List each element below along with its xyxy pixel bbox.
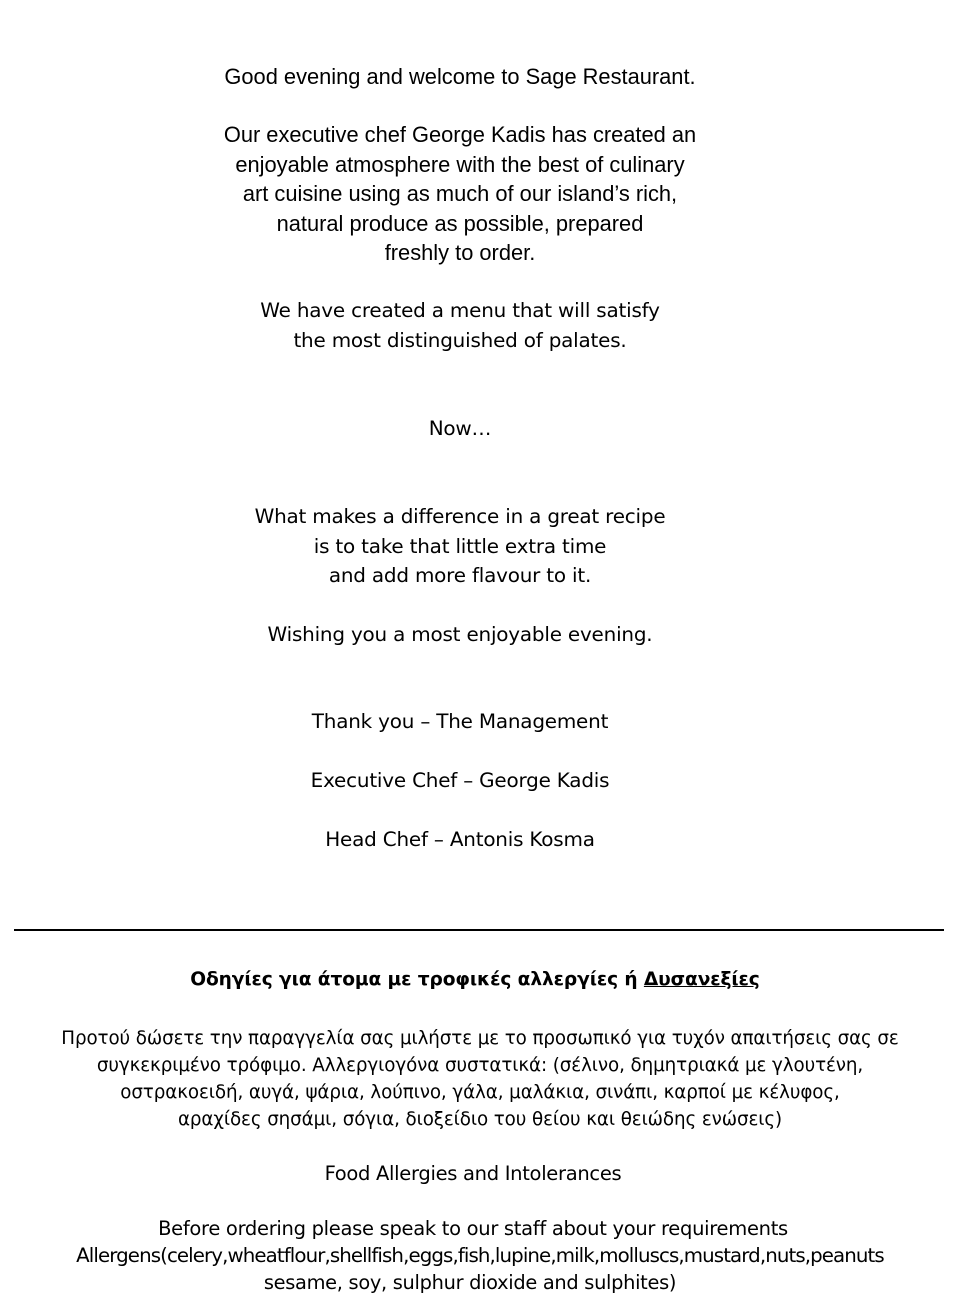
difference-line: What makes a difference in a great recipe bbox=[254, 504, 666, 528]
greek-allergy-heading-text: Οδηγίες για άτομα με τροφικές αλλεργίες ή Δυσανεξίες bbox=[190, 969, 760, 990]
difference-line: and add more flavour to it. bbox=[328, 563, 592, 587]
english-allergy-line: Allergens(celery,wheatflour,shellfish,eggs,fish,lupine,milk,molluscs,mustard,nuts,peanuts bbox=[76, 1244, 884, 1267]
greek-allergy-line: συγκεκριμένο τρόφιμο. Αλλεργιογόνα συστατικά: (σέλινο, δημητριακά με γλουτένη, bbox=[96, 1055, 864, 1076]
english-allergy-line: sesame, soy, sulphur dioxide and sulphites) bbox=[263, 1271, 677, 1294]
difference-line: is to take that little extra time bbox=[313, 533, 607, 558]
greek-allergy-heading-underlined-word: Δυσανεξίες bbox=[643, 969, 760, 990]
greek-allergy-heading bbox=[0, 969, 960, 990]
intro-line: freshly to order. bbox=[384, 240, 536, 265]
head-chef-line: Head Chef – Antonis Kosma bbox=[325, 827, 595, 851]
intro-line: art cuisine using as much of our island’s rich, bbox=[242, 181, 678, 206]
intro-line: natural produce as possible, prepared bbox=[276, 210, 644, 236]
thanks-line: Thank you – The Management bbox=[311, 709, 609, 733]
menu-line: We have created a menu that will satisfy bbox=[260, 298, 660, 322]
executive-chef-line: Executive Chef – George Kadis bbox=[310, 768, 610, 792]
english-allergy-heading: Food Allergies and Intolerances bbox=[324, 1162, 622, 1185]
greek-allergy-line: οστρακοειδή, αυγά, ψάρια, λούπινο, γάλα, μαλάκια, σινάπι, καρποί με κέλυφος, bbox=[120, 1082, 840, 1103]
menu-line: the most distinguished of palates. bbox=[293, 327, 627, 352]
english-allergy-line: Before ordering please speak to our staff about your requirements bbox=[158, 1217, 788, 1240]
welcome-greeting: Good evening and welcome to Sage Restaurant. bbox=[224, 64, 696, 89]
greek-allergy-line: Προτού δώσετε την παραγγελία σας μιλήστε με το προσωπικό για τυχόν απαιτήσεις σας σε bbox=[61, 1028, 899, 1049]
now-line: Now… bbox=[428, 416, 492, 440]
greek-allergy-line: αραχίδες σησάμι, σόγια, διοξείδιο του θείου και θειώδης ενώσεις) bbox=[177, 1109, 783, 1130]
wishing-line: Wishing you a most enjoyable evening. bbox=[267, 622, 653, 646]
intro-line: Our executive chef George Kadis has created an bbox=[223, 122, 697, 147]
section-divider bbox=[14, 929, 944, 931]
intro-line: enjoyable atmosphere with the best of culinary bbox=[235, 151, 685, 177]
